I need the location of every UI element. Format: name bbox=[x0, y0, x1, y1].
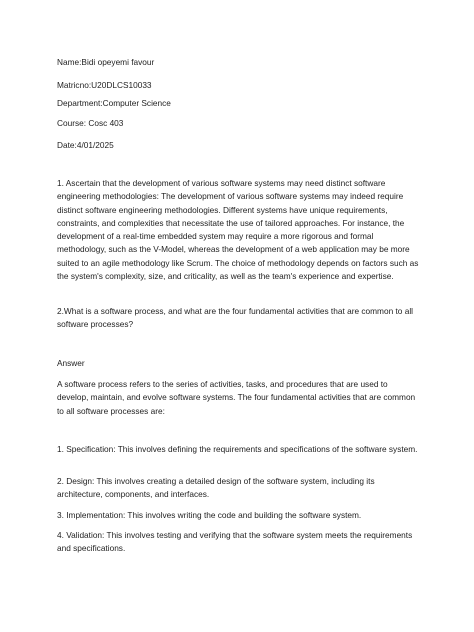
question-1-paragraph: 1. Ascertain that the development of various software systems may need distinct software engineering methodologies: The development of various software systems may indeed require distinct software engineering methodologies. Different systems have unique requirements, constraints, and complexities that necessitate the use of tailored approaches. For instance, the development of a real-time embedded system may require a more rigorous and formal methodology, such as the V-Model, whereas the development of a web application may be more suited to an agile methodology like Scrum. The choice of methodology depends on factors such as the system's complexity, size, and criticality, as well as the team's experience and expertise. bbox=[57, 178, 419, 282]
department: Department:Computer Science bbox=[57, 98, 171, 108]
activity-validation: 4. Validation: This involves testing and verifying that the software system meets the requirements and specifications. bbox=[57, 530, 413, 554]
question-2: 2.What is a software process, and what are the four fundamental activities that are common to all software processes? bbox=[57, 306, 414, 330]
answer-label: Answer bbox=[57, 358, 85, 368]
matric-number: Matricno:U20DLCS10033 bbox=[57, 80, 152, 90]
activity-implementation: 3. Implementation: This involves writing the code and building the software system. bbox=[57, 510, 362, 520]
answer-intro: A software process refers to the series of activities, tasks, and procedures that are used to develop, maintain, and evolve software systems. The four fundamental activities that are common to all software processes are: bbox=[57, 379, 416, 416]
date: Date:4/01/2025 bbox=[57, 140, 114, 150]
activity-specification: 1. Specification: This involves defining the requirements and specifications of the software system. bbox=[57, 444, 418, 454]
student-name: Name:Bidi opeyemi favour bbox=[57, 57, 155, 67]
activity-design: 2. Design: This involves creating a detailed design of the software system, including its architecture, components, and interfaces. bbox=[57, 476, 375, 500]
course: Course: Cosc 403 bbox=[57, 118, 124, 128]
